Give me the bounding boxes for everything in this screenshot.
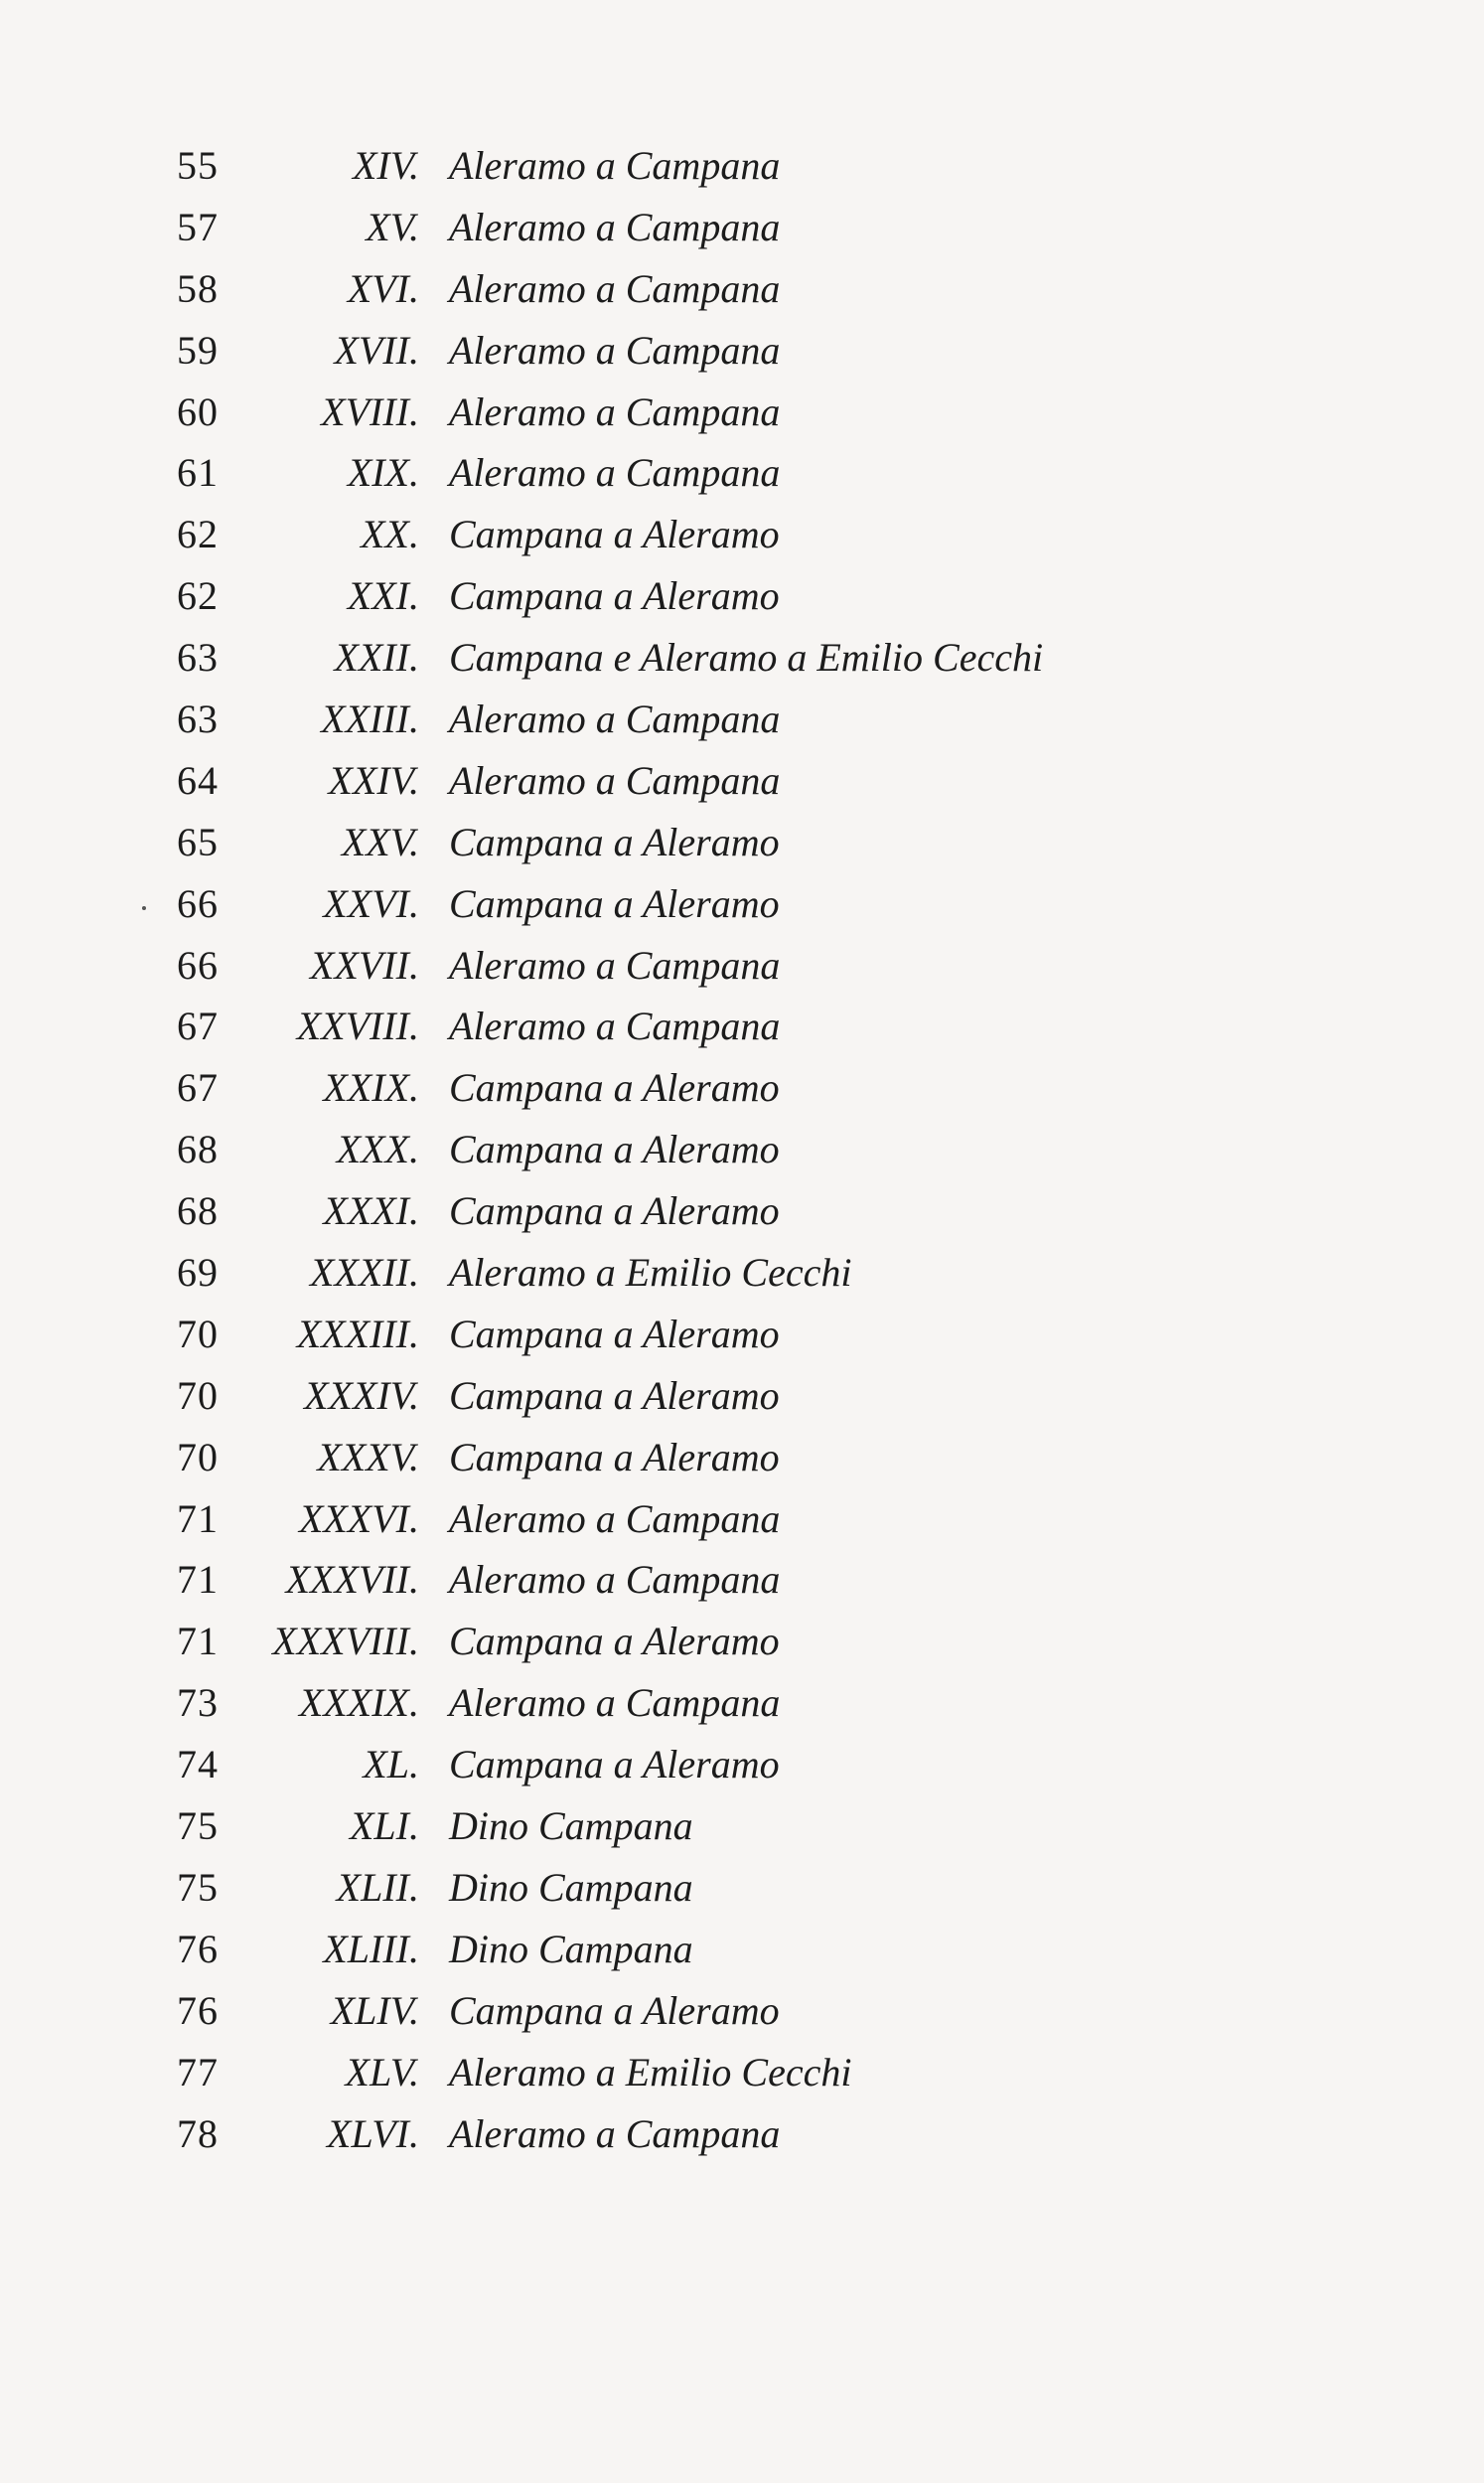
- page-number: 70: [177, 1372, 219, 1418]
- letter-numeral: XIX.: [347, 450, 419, 496]
- toc-entry: [0, 1611, 1484, 1672]
- letter-title: Campana a Aleramo: [449, 1372, 780, 1418]
- toc-entry: [0, 1242, 1484, 1304]
- toc-entry: [0, 1672, 1484, 1734]
- toc-entry: [0, 320, 1484, 382]
- letter-numeral: XLV.: [345, 2049, 419, 2095]
- page-number: 55: [177, 143, 219, 188]
- letter-numeral: XLIV.: [330, 1987, 419, 2033]
- letter-numeral: XVI.: [347, 265, 419, 311]
- letter-title: Campana e Aleramo a Emilio Cecchi: [449, 635, 1044, 681]
- letter-title: Dino Campana: [449, 1926, 693, 1971]
- page-number: 62: [177, 512, 219, 557]
- letter-title: Aleramo a Campana: [449, 450, 781, 496]
- letter-numeral: XXII.: [334, 635, 419, 681]
- toc-entry: [0, 1919, 1484, 1980]
- letter-numeral: XXXIX.: [298, 1680, 419, 1726]
- toc-entry: [0, 1057, 1484, 1119]
- toc-entry: [0, 1857, 1484, 1919]
- letter-title: Campana a Aleramo: [449, 1311, 780, 1356]
- letter-numeral: XL.: [363, 1742, 419, 1787]
- page-number: 66: [177, 942, 219, 988]
- toc-entry: [0, 565, 1484, 627]
- toc-entry: [0, 1427, 1484, 1488]
- toc-entry: [0, 873, 1484, 935]
- toc-entry: [0, 258, 1484, 320]
- toc-entry: [0, 935, 1484, 997]
- letter-numeral: XXXVII.: [285, 1557, 419, 1603]
- page-number: 70: [177, 1434, 219, 1479]
- letter-title: Campana a Aleramo: [449, 1987, 780, 2033]
- page-number: 75: [177, 1864, 219, 1910]
- page-number: 75: [177, 1803, 219, 1849]
- page-number: 71: [177, 1557, 219, 1603]
- letter-numeral: XXVIII.: [296, 1004, 419, 1049]
- letter-title: Aleramo a Campana: [449, 1495, 781, 1541]
- letter-numeral: XXV.: [341, 819, 419, 864]
- letter-numeral: XLIII.: [323, 1926, 419, 1971]
- letter-title: Aleramo a Campana: [449, 265, 781, 311]
- letter-numeral: XXXIII.: [296, 1311, 419, 1356]
- page-number: 73: [177, 1680, 219, 1726]
- letter-title: Aleramo a Campana: [449, 942, 781, 988]
- letter-numeral: XXXVIII.: [272, 1619, 419, 1664]
- toc-entry: [0, 2042, 1484, 2103]
- letter-title: Campana a Aleramo: [449, 512, 780, 557]
- toc-entry: [0, 996, 1484, 1057]
- letter-title: Campana a Aleramo: [449, 880, 780, 926]
- page-number: 66: [177, 880, 219, 926]
- letter-title: Aleramo a Campana: [449, 1680, 781, 1726]
- page-number: 74: [177, 1742, 219, 1787]
- letter-title: Dino Campana: [449, 1803, 693, 1849]
- letter-numeral: XXXVI.: [298, 1495, 419, 1541]
- page-number: 58: [177, 265, 219, 311]
- page-number: 60: [177, 388, 219, 434]
- page-number: 68: [177, 1127, 219, 1172]
- page-number: 76: [177, 1987, 219, 2033]
- toc-entry: [0, 197, 1484, 258]
- toc-entry: [0, 382, 1484, 443]
- toc-entry: [0, 2103, 1484, 2165]
- page-number: 68: [177, 1188, 219, 1234]
- letter-title: Aleramo a Campana: [449, 1557, 781, 1603]
- letter-numeral: XLI.: [350, 1803, 419, 1849]
- toc-entry: [0, 1365, 1484, 1427]
- letter-numeral: XXXII.: [310, 1250, 419, 1296]
- toc-entry: [0, 812, 1484, 873]
- page-number: 63: [177, 697, 219, 742]
- page-number: 67: [177, 1004, 219, 1049]
- page-number: 65: [177, 819, 219, 864]
- letter-title: Dino Campana: [449, 1864, 693, 1910]
- letter-numeral: XXXIV.: [304, 1372, 419, 1418]
- letter-title: Campana a Aleramo: [449, 1188, 780, 1234]
- letter-title: Aleramo a Campana: [449, 143, 781, 188]
- letter-title: Aleramo a Campana: [449, 697, 781, 742]
- letter-numeral: XXVI.: [323, 880, 419, 926]
- page-number: 71: [177, 1619, 219, 1664]
- letter-numeral: XXIX.: [323, 1065, 419, 1111]
- letter-numeral: XLII.: [336, 1864, 419, 1910]
- page-number: 70: [177, 1311, 219, 1356]
- letter-title: Campana a Aleramo: [449, 1619, 780, 1664]
- page-number: 77: [177, 2049, 219, 2095]
- toc-entry: [0, 135, 1484, 197]
- letter-numeral: XVII.: [334, 327, 419, 373]
- letter-title: Aleramo a Campana: [449, 204, 781, 249]
- letter-numeral: XLVI.: [327, 2110, 419, 2156]
- letter-numeral: XXX.: [336, 1127, 419, 1172]
- letter-title: Aleramo a Emilio Cecchi: [449, 1250, 852, 1296]
- letter-title: Campana a Aleramo: [449, 1127, 780, 1172]
- letter-numeral: XXIV.: [328, 757, 419, 803]
- page-number: 67: [177, 1065, 219, 1111]
- letter-numeral: XXVII.: [310, 942, 419, 988]
- letter-title: Aleramo a Campana: [449, 327, 781, 373]
- letter-title: Campana a Aleramo: [449, 573, 780, 619]
- letter-title: Aleramo a Emilio Cecchi: [449, 2049, 852, 2095]
- letter-title: Campana a Aleramo: [449, 1434, 780, 1479]
- letter-numeral: XX.: [361, 512, 419, 557]
- toc-entry: [0, 1180, 1484, 1242]
- page-number: 64: [177, 757, 219, 803]
- letter-title: Aleramo a Campana: [449, 2110, 781, 2156]
- page-number: 57: [177, 204, 219, 249]
- page-number: 69: [177, 1250, 219, 1296]
- letter-numeral: XVIII.: [321, 388, 419, 434]
- page-number: 63: [177, 635, 219, 681]
- letter-title: Campana a Aleramo: [449, 819, 780, 864]
- toc-entry: [0, 689, 1484, 750]
- letter-numeral: XV.: [366, 204, 419, 249]
- toc-entry: [0, 504, 1484, 565]
- toc-entry: [0, 750, 1484, 812]
- toc-entry: [0, 1734, 1484, 1795]
- toc-entry: [0, 1795, 1484, 1857]
- page-number: 76: [177, 1926, 219, 1971]
- letter-numeral: XXXI.: [323, 1188, 419, 1234]
- page-number: 62: [177, 573, 219, 619]
- letter-title: Aleramo a Campana: [449, 388, 781, 434]
- page-number: 59: [177, 327, 219, 373]
- letter-numeral: XXXV.: [317, 1434, 419, 1479]
- toc-entry: [0, 1549, 1484, 1611]
- page-number: 61: [177, 450, 219, 496]
- table-of-contents: [0, 135, 1484, 2164]
- toc-entry: [0, 1304, 1484, 1365]
- toc-entry: [0, 442, 1484, 504]
- page-number: 78: [177, 2110, 219, 2156]
- letter-title: Aleramo a Campana: [449, 1004, 781, 1049]
- toc-entry: [0, 1980, 1484, 2042]
- letter-title: Campana a Aleramo: [449, 1065, 780, 1111]
- page-speck: [142, 906, 146, 910]
- letter-numeral: XXI.: [347, 573, 419, 619]
- toc-entry: [0, 1119, 1484, 1180]
- toc-entry: [0, 627, 1484, 689]
- page-number: 71: [177, 1495, 219, 1541]
- letter-title: Aleramo a Campana: [449, 757, 781, 803]
- letter-numeral: XIV.: [352, 143, 419, 188]
- letter-title: Campana a Aleramo: [449, 1742, 780, 1787]
- toc-entry: [0, 1488, 1484, 1550]
- letter-numeral: XXIII.: [321, 697, 419, 742]
